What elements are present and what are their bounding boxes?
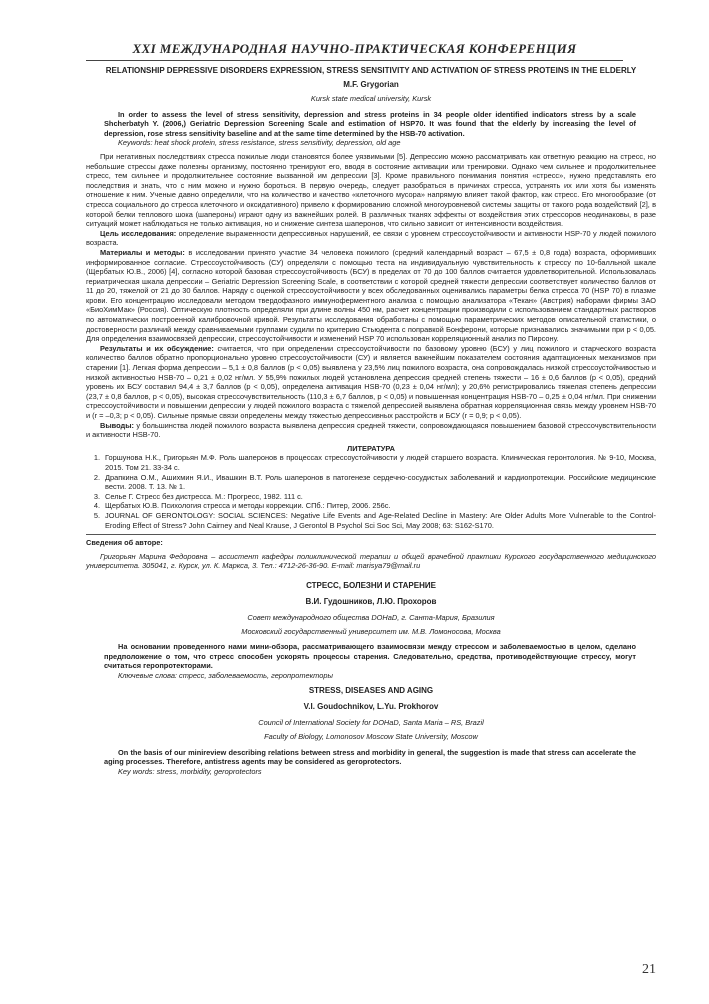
article2-ru-title: СТРЕСС, БОЛЕЗНИ И СТАРЕНИЕ	[306, 580, 436, 590]
article2-en-affiliation-2: Faculty of Biology, Lomonosov Moscow State University, Moscow	[264, 732, 478, 742]
reference-text: JOURNAL OF GERONTOLOGY: SOCIAL SCIENCES: Negative Life Events and Age-Related Decline in Mastery: Are Older Adults More Vulnerable to the Control-Eroding Effect of Stress? John Cairney and Neal Krause, J Gerontol B Psychol Sci Soc Sci, May 2008; 63: S162-S170.	[105, 510, 656, 530]
reference-number: 4.	[93, 501, 100, 511]
reference-item	[86, 492, 656, 502]
article2-ru-affiliation-2: Московский государственный университет им. М.В. Ломоносова, Москва	[241, 626, 501, 636]
reference-item	[86, 453, 656, 472]
reference-text: Селье Г. Стресс без дистресса. М.: Прогресс, 1982. 111 с.	[105, 491, 303, 501]
reference-number: 2.	[93, 472, 100, 482]
aim-label: Цель исследования:	[100, 228, 177, 238]
aim-text: определение выраженности депрессивных нарушений, ее связи с уровнем стрессоустойчивости и активности HSP-70 у людей пожилого возраста.	[86, 228, 657, 248]
conclusions-text: у большинства людей пожилого возраста выявлена депрессия средней тяжести, сопровождающаяся повышением базовой стрессочувствительности и активности HSB-70.	[86, 420, 656, 440]
aim-paragraph	[86, 229, 656, 248]
article2-ru-keywords: Ключевые слова: стресс, заболеваемость, геропротекторы	[118, 670, 333, 680]
methods-text: в исследовании принято участие 34 человека пожилого (средний календарный возраст – 67,5 ± 0,8 года) возраста, оформивших информированное согласие. Стрессоустойчивость (СУ) определяли с помощью теста на индивидуальную чувствительность к стрессу по 10-балльной шкале (Щербатых Ю.В., 2006) [4], согласно которой базовая стрессоустойчивость (БСУ) в пределах от 70 до 100 баллов считается удовлетворительной. Использовалась гериатрическая шкала депрессии – Geriatric Depression Screening Scale, в соответствии с которой средней тяжести депрессии соответствует количество баллов от 11 до 20, тяжелой от 21 до 30 баллов. Наряду с оценкой стрессоустойчивости у всех обследованных оценивались параметры белка стресса 70 (HSP 70) в плазме крови. Его концентрацию исследовали методом твердофазного иммуноферментного анализа с помощью анализатора «Текан» (Австрия) наборами фирмы ЗАО «БиоХимМак» (Россия). Оптическую плотность определяли при длине волны 450 нм, расчет концентрации производили с использованием стандартных растворов по автоматически построенной калибровочной кривой. Результаты исследования обработаны с помощью параметрических методов описательной статистики, о достоверности различий между сравниваемыми группами судили по критерию Стьюдента с поправкой Бонферони, которые признавались значимыми при p < 0,05. Для определения взаимосвязей депрессии, стрессоустойчивости и изменений HSP 70 использован корреляционный анализ по Пирсону.	[86, 247, 657, 344]
running-header: XXI МЕЖДУНАРОДНАЯ НАУЧНО-ПРАКТИЧЕСКАЯ КОНФЕРЕНЦИЯ	[132, 41, 577, 56]
author-info-heading: Сведения об авторе:	[86, 538, 163, 548]
results-text: считается, что при определении стрессоустойчивости по базовому уровню (БСУ) у лиц пожилого и старческого возраста количество баллов обратно пропорционально уровню стрессоустойчивости (СУ) и является важнейшим показателем состояния адаптационных механизмов при старении [1]. Легкая форма депрессии – 5,1 ± 0,8 баллов (p < 0,05) выявлена у 23,5% лиц пожилого возраста, она сопровождалась низкой стрессоустойчивостью и низкой активностью HSB-70 – 0,21 ± 0,02 нг/мл. У 55,9% пожилых людей установлена депрессия средней степень тяжести – 16 ± 0,6 баллов (p < 0,05), средний уровень их БСУ составил 94,4 ± 3,7 баллов (p < 0,05), определена активация HSB-70 (0,23 ± 0,04 нг/мл); у 20,6% регистрировались тяжелая степень депрессии (23,7 ± 0,8 баллов, p < 0,05), высокая стрессочувствительность (110,3 ± 6,7 баллов, p < 0,05) и повышенная концентрация HSB-70 – 0,25 ± 0,04 нг/мл. При снижении стрессоустойчивости и повышении депрессии у людей пожилого возраста с тяжелой депрессией выявлена обратная корреляционная связь между уровнем HSB-70 и (r = –0,3; p < 0,05). Сильные прямые связи определены между тяжестью депрессивных расстройств и БСУ (r = 0,9; p < 0,05).	[86, 343, 656, 420]
reference-text: Щербатых Ю.В. Психология стресса и методы коррекции. СПб.: Питер, 2006. 256с.	[105, 501, 391, 511]
article2-en-abstract: On the basis of our minireview describing relations between stress and morbidity in general, the suggestion is made that stress can accelerate the aging processes. Therefore, antistress agents may be considered as geroprotectors.	[104, 747, 636, 767]
article2-ru-affiliation-1: Совет международного общества DOHaD, г. Санта-Мария, Бразилия	[247, 612, 495, 622]
references-list	[86, 453, 656, 530]
results-label: Результаты и их обсуждение:	[100, 343, 214, 353]
article2-en-title: STRESS, DISEASES AND AGING	[308, 686, 434, 696]
reference-number: 1.	[93, 453, 100, 463]
article1-body	[86, 152, 656, 440]
article1-abstract: In order to assess the level of stress sensitivity, depression and stress proteins in 34 people older identified indicators stress by a scale Shcherbatyh Y. (2006,) Geriatric Depression Screening Scale and estimation of HSP70. It was found that the elderly by increasing the level of depression, rose stress sensitivity baseline and at the same time determined by the HSB-70 activation.	[104, 109, 636, 138]
methods-paragraph	[86, 248, 656, 344]
article2-en-affiliation-1: Council of International Society for DOHaD, Santa Maria – RS, Brazil	[258, 718, 484, 728]
conclusions-paragraph	[86, 421, 656, 440]
article2-ru-authors: В.И. Гудошников, Л.Ю. Прохоров	[305, 596, 437, 606]
article1-title: RELATIONSHIP DEPRESSIVE DISORDERS EXPRESSION, STRESS SENSITIVITY AND ACTIVATION OF STRESS PROTEINS IN THE ELDERLY	[105, 66, 637, 75]
reference-text: Горшунова Н.К., Григорьян М.Ф. Роль шаперонов в процессах стрессоустойчивости у людей старшего возраста. Клиническая геронтология. № 9-10, Москва, 2015. Том 21. 33-34 с.	[105, 453, 656, 472]
header-rule	[86, 60, 623, 61]
reference-item	[86, 501, 656, 511]
page-content	[86, 66, 656, 776]
article2-en-authors: V.I. Goudochnikov, L.Yu. Prokhorov	[303, 702, 439, 712]
conclusions-label: Выводы:	[100, 420, 134, 430]
article2-en-keywords: Key words: stress, morbidity, geroprotectors	[118, 766, 262, 776]
reference-number: 5.	[93, 510, 100, 520]
article1-keywords: Keywords: heat shock protein, stress resistance, stress sensitivity, depression, old age	[118, 138, 401, 148]
author-info-divider	[86, 534, 656, 535]
article2-ru-abstract: На основании проведенного нами мини-обзора, рассматривающего взаимосвязи между стрессом и заболеваемостью в целом, сделано предположение о том, что стресс способен ускорять процессы старения. Следовательно, средства, противодействующие стрессу, могут считаться геропротекторами.	[104, 642, 636, 671]
article1-author: M.F. Grygorian	[343, 80, 399, 89]
page-number: 21	[642, 962, 656, 977]
author-info-text: Григорьян Марина Федоровна – ассистент кафедры поликлинической терапии и общей врачебной практики Курского государственного медицинского университета. 305041, г. Курск, ул. К. Маркса, 3. Тел.: 4712-26-36-90. E-mail: marisya79@mail.ru	[86, 551, 656, 571]
reference-item	[86, 511, 656, 530]
intro-paragraph: При негативных последствиях стресса пожилые люди становятся более уязвимыми [5]. Депрессию можно рассматривать как ответную реакцию на стресс, но небольшие стрессы даже полезны организму, постоянно тренируют его, вводя в состояние активации или тренировки. Однако чем сильнее и продолжительнее стресс, тем сильнее и продолжительнее состояние вызванной им депрессии [3]. Кроме правильного понимания понятия «стресс», нужно представлять его последствия и знать, что с ним можно и нужно бороться. В первую очередь, следует разобраться в причинах стресса, устранять их или хотя бы изменять отношение к ним. Ученые давно определили, что на количество и качество «клеточного мусора» напрямую влияет такой фактор, как стресс. Его многообразие (от стресса социального до стресса клеточного и оксидативного) привело к формированию сложной многоуровневой системы защиты от такого рода воздействий [2], в которой белки теплового шока (шапероны) играют одну из важнейших ролей. В различных тканях эффекты от воздействия этих стрессоров неодинаковы, в разе ситуаций может наблюдаться не только активация, но и снижение синтеза шаперонов, что сильно зависит от интенсивности воздействия.	[86, 151, 656, 229]
article1-affiliation: Kursk state medical university, Kursk	[310, 94, 432, 103]
reference-text: Драпкина О.М., Ашихмин Я.И., Ивашкин В.Т. Роль шаперонов в патогенезе сердечно-сосудистых заболеваний и кардиопротекции. Российские медицинские вести. 2008. Т. 13. № 1.	[105, 472, 656, 492]
results-paragraph	[86, 344, 656, 421]
references-heading: ЛИТЕРАТУРА	[347, 443, 395, 453]
reference-item	[86, 473, 656, 492]
reference-number: 3.	[93, 491, 100, 501]
methods-label: Материалы и методы:	[100, 247, 185, 257]
